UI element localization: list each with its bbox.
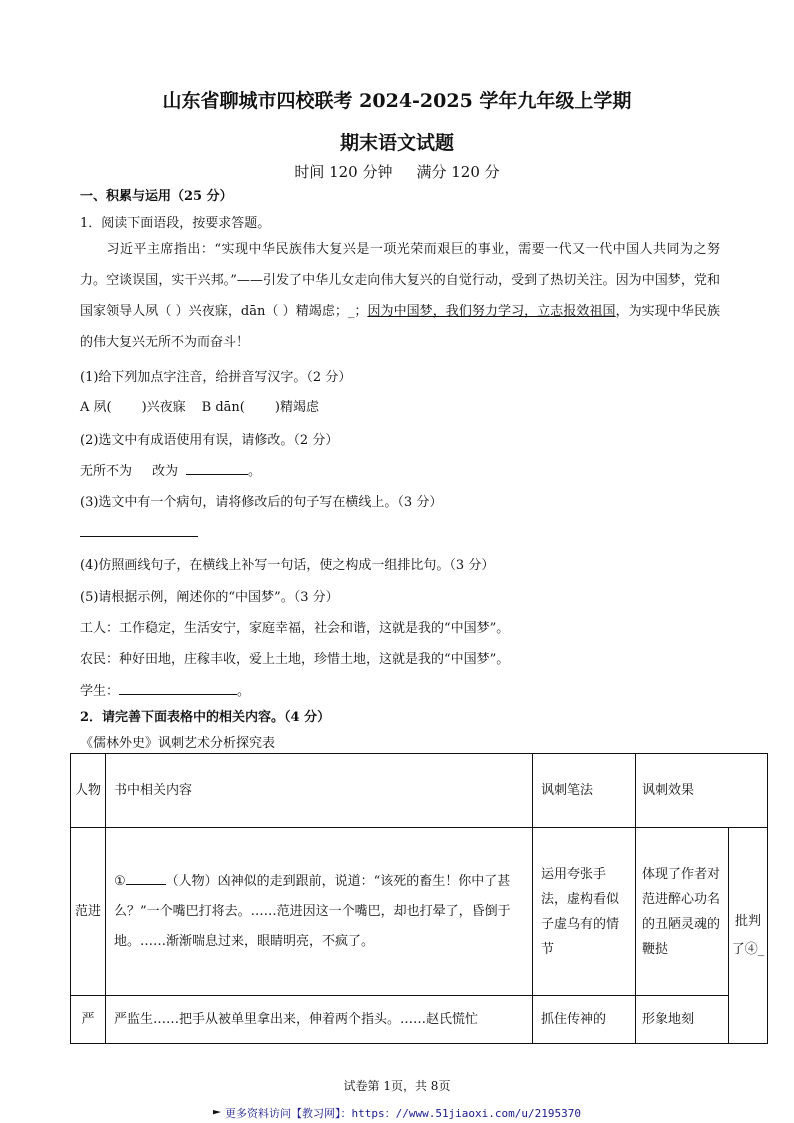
answer-end: 。 [248,464,262,479]
question-1-stem: 1．阅读下面语段，按要求答题。 [80,216,271,231]
item-a-suffix: )兴夜寐 [141,400,186,415]
exam-meta [0,161,794,182]
exam-subtitle: 期末语文试题 [339,132,454,154]
item-a-prefix: A 夙( [80,400,112,415]
question-1-passage [80,234,720,358]
change-to-label: 改为 [152,464,179,479]
section-heading: 一、积累与运用（25 分） [80,189,233,204]
sub-question-3: (3)选文中有一个病句，请将修改后的句子写在横线上。（3 分） [80,495,443,510]
student-answer [80,680,250,699]
header-effect: 讽刺效果 [636,754,768,828]
exam-time: 时间 120 分钟 [294,163,393,181]
table-title: 《儒林外史》讽刺艺术分析探究表 [80,736,276,751]
row1-person: 范进 [71,828,106,996]
student-blank[interactable] [119,682,237,695]
passage-end: ，为实现中华民族的伟大复兴无所不为而奋斗！ [80,304,720,350]
header-technique: 讽刺笔法 [533,754,636,828]
row1-content-text: （人物）凶神似的走到跟前，说道：“该死的畜生！你中了甚么？”一个嘴巴打将去。……范进因这一个嘴巴，却也打晕了，昏倒于地。……渐渐喘息过来，眼睛明亮，不疯了。 [114,873,511,949]
sub-question-1-items [80,396,319,415]
student-label: 学生： [80,684,120,699]
row1-content [106,828,533,996]
flag-icon [213,1110,221,1118]
underlined-sentence: 因为中国梦，我们努力学习，立志报效祖国 [367,304,616,319]
item-b-prefix: B dān( [201,400,245,415]
page-number: 试卷第 1页，共 8页 [343,1079,451,1093]
sub-question-2: (2)选文中有成语使用有误，请修改。（2 分） [80,433,339,448]
sub-question-4: (4)仿照画线句子，在横线上补写一句话，使之构成一组排比句。（3 分） [80,558,495,573]
student-end: 。 [237,684,251,699]
row1-marker: ① [114,873,126,889]
sub-question-1: (1)给下列加点字注音，给拼音写汉字。（2 分） [80,370,352,385]
header-person: 人物 [71,754,106,828]
answer-line[interactable] [80,536,198,537]
resource-link-text: 更多资料访问【教习网】：https：//www.51jiaoxi.com/u/2195370 [224,1107,582,1120]
question-2-stem: 2．请完善下面表格中的相关内容。（4 分） [80,710,331,725]
row1-extra: 批判了④_ [729,828,768,1044]
answer-blank[interactable] [186,462,248,475]
passage-blank: _ [347,304,355,319]
analysis-table [70,753,768,1044]
header-content: 书中相关内容 [106,754,533,828]
table-row [71,996,768,1044]
passage-text: 习近平主席指出：“实现中华民族伟大复兴是一项光荣而艰巨的事业，需要一代又一代中国人共同为之努力。空谈误国，实干兴邦。”——引发了中华儿女走向伟大复兴的自觉行动，受到了热切关注。因为中国梦，党和国家领导人夙（ ）兴夜寐，dān（ ）精竭虑； [80,242,720,319]
example-worker: 工人：工作稳定，生活安宁，家庭幸福，社会和谐，这就是我的“中国梦”。 [80,621,510,636]
resource-link[interactable] [0,1105,794,1121]
row1-blank[interactable] [126,872,166,885]
row1-effect: 体现了作者对范进醉心功名的丑陋灵魂的鞭挞 [636,828,729,996]
exam-score: 满分 120 分 [416,163,500,181]
sub-question-2-answer [80,460,261,479]
row2-content: 严监生……把手从被单里拿出来，伸着两个指头。……赵氏慌忙 [106,996,533,1044]
wrong-idiom: 无所不为 [80,464,133,479]
row2-person: 严 [71,996,106,1044]
row2-technique: 抓住传神的 [533,996,636,1044]
item-b-suffix: )精竭虑 [274,400,319,415]
row2-effect: 形象地刻 [636,996,729,1044]
table-row [71,828,768,996]
table-header-row [71,754,768,828]
sub-question-5: (5)请根据示例，阐述你的“中国梦”。（3 分） [80,590,339,605]
row1-technique: 运用夸张手法，虚构看似子虚乌有的情节 [533,828,636,996]
example-farmer: 农民：种好田地，庄稼丰收，爱上土地，珍惜土地，这就是我的“中国梦”。 [80,652,510,667]
passage-sep: ； [354,304,368,319]
exam-title: 山东省聊城市四校联考 2024-2025 学年九年级上学期 [162,90,632,112]
